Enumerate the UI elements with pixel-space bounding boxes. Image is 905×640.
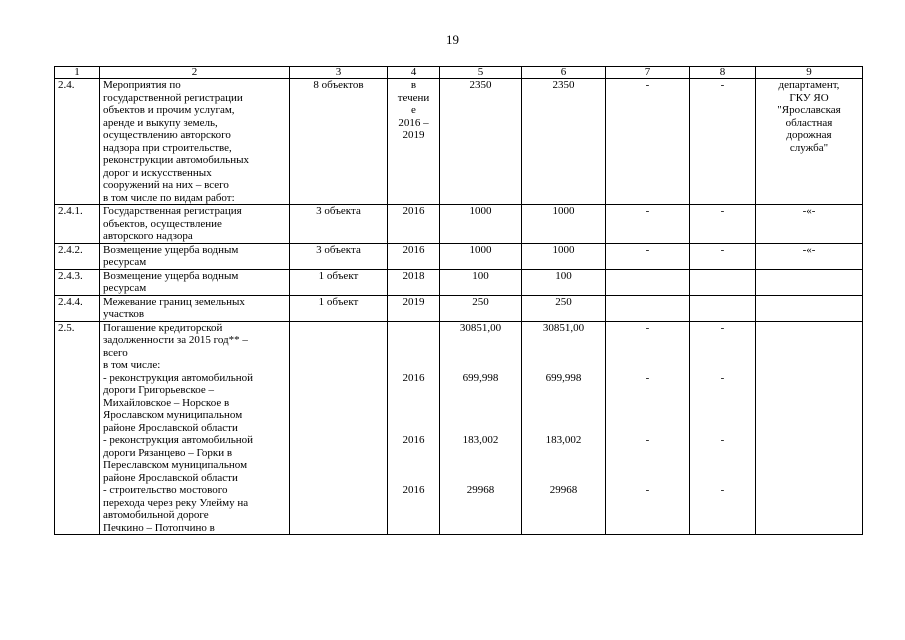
row-number: 2.4.3. <box>55 269 100 295</box>
header-col-2: 2 <box>100 67 290 79</box>
activity-name: Межевание границ земельных участков <box>100 295 290 321</box>
activity-name: Возмещение ущерба водным ресурсам <box>100 243 290 269</box>
amount-col-5: 250 <box>440 295 522 321</box>
amount-col-7: - <box>606 79 690 205</box>
amount-col-5: 2350 <box>440 79 522 205</box>
amount-col-7: - <box>606 205 690 244</box>
amount-col-7: - <box>606 243 690 269</box>
amount-col-5: 1000 <box>440 205 522 244</box>
amount-col-8: - <box>690 205 756 244</box>
table-row <box>55 79 863 205</box>
header-col-9: 9 <box>756 67 863 79</box>
row-number: 2.4.2. <box>55 243 100 269</box>
amount-col-8: - - - - <box>690 321 756 535</box>
period: 2016 <box>388 243 440 269</box>
table-row <box>55 321 863 535</box>
period: 2019 <box>388 295 440 321</box>
quantity: 1 объект <box>290 269 388 295</box>
table-row <box>55 243 863 269</box>
row-number: 2.5. <box>55 321 100 535</box>
amount-col-5: 1000 <box>440 243 522 269</box>
table-row <box>55 295 863 321</box>
executor <box>756 269 863 295</box>
amount-col-8 <box>690 295 756 321</box>
executor: департамент, ГКУ ЯО "Ярославская областная дорожная служба" <box>756 79 863 205</box>
header-col-5: 5 <box>440 67 522 79</box>
amount-col-7 <box>606 269 690 295</box>
executor: -«- <box>756 205 863 244</box>
page-number: 19 <box>446 32 459 47</box>
header-col-6: 6 <box>522 67 606 79</box>
amount-col-5: 30851,00 699,998 183,002 29968 <box>440 321 522 535</box>
program-table <box>54 66 863 535</box>
period: 2016 2016 2016 <box>388 321 440 535</box>
amount-col-6: 30851,00 699,998 183,002 29968 <box>522 321 606 535</box>
header-col-4: 4 <box>388 67 440 79</box>
row-number: 2.4.4. <box>55 295 100 321</box>
period: 2018 <box>388 269 440 295</box>
header-col-1: 1 <box>55 67 100 79</box>
quantity: 1 объект <box>290 295 388 321</box>
table-row <box>55 269 863 295</box>
row-number: 2.4.1. <box>55 205 100 244</box>
quantity: 8 объектов <box>290 79 388 205</box>
amount-col-6: 250 <box>522 295 606 321</box>
header-row <box>55 67 863 79</box>
amount-col-5: 100 <box>440 269 522 295</box>
amount-col-8: - <box>690 243 756 269</box>
quantity: 3 объекта <box>290 243 388 269</box>
period: в течени е 2016 – 2019 <box>388 79 440 205</box>
row-number: 2.4. <box>55 79 100 205</box>
header-col-7: 7 <box>606 67 690 79</box>
amount-col-8 <box>690 269 756 295</box>
executor <box>756 295 863 321</box>
activity-name: Государственная регистрация объектов, осуществление авторского надзора <box>100 205 290 244</box>
quantity <box>290 321 388 535</box>
header-col-3: 3 <box>290 67 388 79</box>
amount-col-6: 100 <box>522 269 606 295</box>
activity-name: Возмещение ущерба водным ресурсам <box>100 269 290 295</box>
activity-name: Мероприятия по государственной регистрации объектов и прочим услугам, аренде и выкупу земель, осуществлению авторского надзора при строительстве, реконструкции автомобильных дорог и искусственных сооружений на них – всего в том числе по видам работ: <box>100 79 290 205</box>
amount-col-7: - - - - <box>606 321 690 535</box>
quantity: 3 объекта <box>290 205 388 244</box>
activity-name: Погашение кредиторской задолженности за 2015 год** – всего в том числе: - реконструкция автомобильной дороги Григорьевское – Михайловское – Норское в Ярославском муниципальном районе Ярославской области - реконструкция автомобильной дороги Рязанцево – Горки в Переславском муниципальном районе Ярославской области - строительство мостового перехода через реку Улейму на автомобильной дороге Печкино – Потопчино в <box>100 321 290 535</box>
amount-col-7 <box>606 295 690 321</box>
amount-col-6: 1000 <box>522 243 606 269</box>
executor: -«- <box>756 243 863 269</box>
table-row <box>55 205 863 244</box>
amount-col-8: - <box>690 79 756 205</box>
amount-col-6: 2350 <box>522 79 606 205</box>
header-col-8: 8 <box>690 67 756 79</box>
period: 2016 <box>388 205 440 244</box>
executor <box>756 321 863 535</box>
amount-col-6: 1000 <box>522 205 606 244</box>
